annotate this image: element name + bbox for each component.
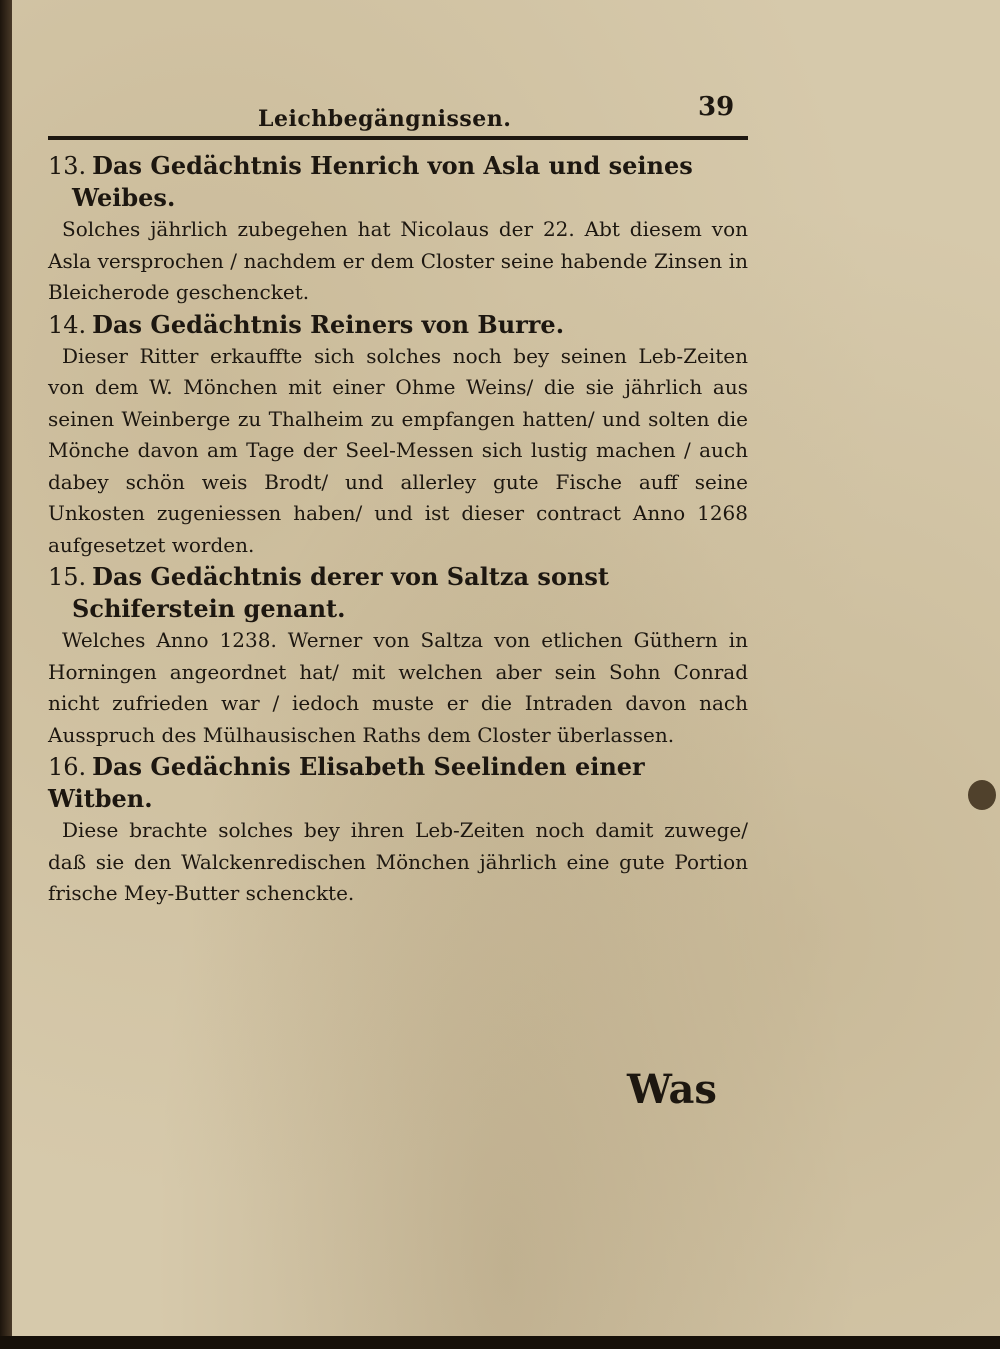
- entry-heading: [48, 751, 748, 815]
- page-bottom-edge: [0, 1336, 1000, 1349]
- entry-number: 14.: [48, 310, 87, 339]
- entry-heading: [48, 561, 748, 625]
- entry-title: Das Gedächtnis Henrich von Asla und seines Weibes.: [72, 151, 693, 212]
- running-head: [48, 90, 748, 130]
- entry-body: Welches Anno 1238. Werner von Saltza von etlichen Güthern in Horningen angeordnet hat/ mit welchen aber sein Sohn Conrad nicht zufrieden war / iedoch muste er die Intraden davon nach Ausspruch des Mülhausischen Raths dem Closter überlassen.: [48, 628, 748, 747]
- entry-body: Dieser Ritter erkauffte sich solches noch bey seinen Leb-Zeiten von dem W. Mönchen mit einer Ohme Weins/ die sie jährlich aus seinen Weinberge zu Thalheim zu empfangen hatten/ und solten die Mönche davon am Tage der Seel-Messen sich lustig machen / auch dabey schön weis Brodt/ und allerley gute Fische auff seine Unkosten zugeniessen haben/ und ist dieser contract Anno 1268 aufgesetzet worden.: [48, 343, 748, 557]
- entry-number: 13.: [48, 152, 87, 180]
- entry-title: Das Gedächtnis derer von Saltza sonst Schiferstein genant.: [72, 562, 609, 623]
- entry-heading: [48, 150, 748, 214]
- entry-title: Das Gedächtnis Reiners von Burre.: [92, 309, 565, 339]
- page-number: 39: [698, 92, 735, 122]
- entry-16: [48, 751, 748, 910]
- entry-body: Solches jährlich zubegehen hat Nicolaus der 22. Abt diesem von Asla versprochen / nachdem er dem Closter seine habende Zinsen in Bleicherode geschencket.: [48, 217, 748, 304]
- ink-stain: [968, 780, 996, 810]
- catchword: Was: [627, 1066, 717, 1113]
- entry-13: [48, 150, 748, 309]
- entry-body: Diese brachte solches bey ihren Leb-Zeiten noch damit zuwege/ daß sie den Walckenredischen Mönchen jährlich eine gute Portion frische Mey-Butter schenckte.: [48, 818, 748, 905]
- text-block: [48, 90, 748, 910]
- entry-15: [48, 561, 748, 751]
- book-binding-edge: [0, 0, 12, 1349]
- running-title: Leichbegängnissen.: [258, 106, 512, 132]
- entry-number: 16.: [48, 753, 87, 781]
- entry-14: [48, 309, 748, 562]
- entry-number: 15.: [48, 563, 87, 591]
- header-rule: [48, 136, 748, 140]
- entry-heading: [48, 309, 748, 341]
- entry-title: Das Gedächnis Elisabeth Seelinden einer Witben.: [48, 752, 645, 813]
